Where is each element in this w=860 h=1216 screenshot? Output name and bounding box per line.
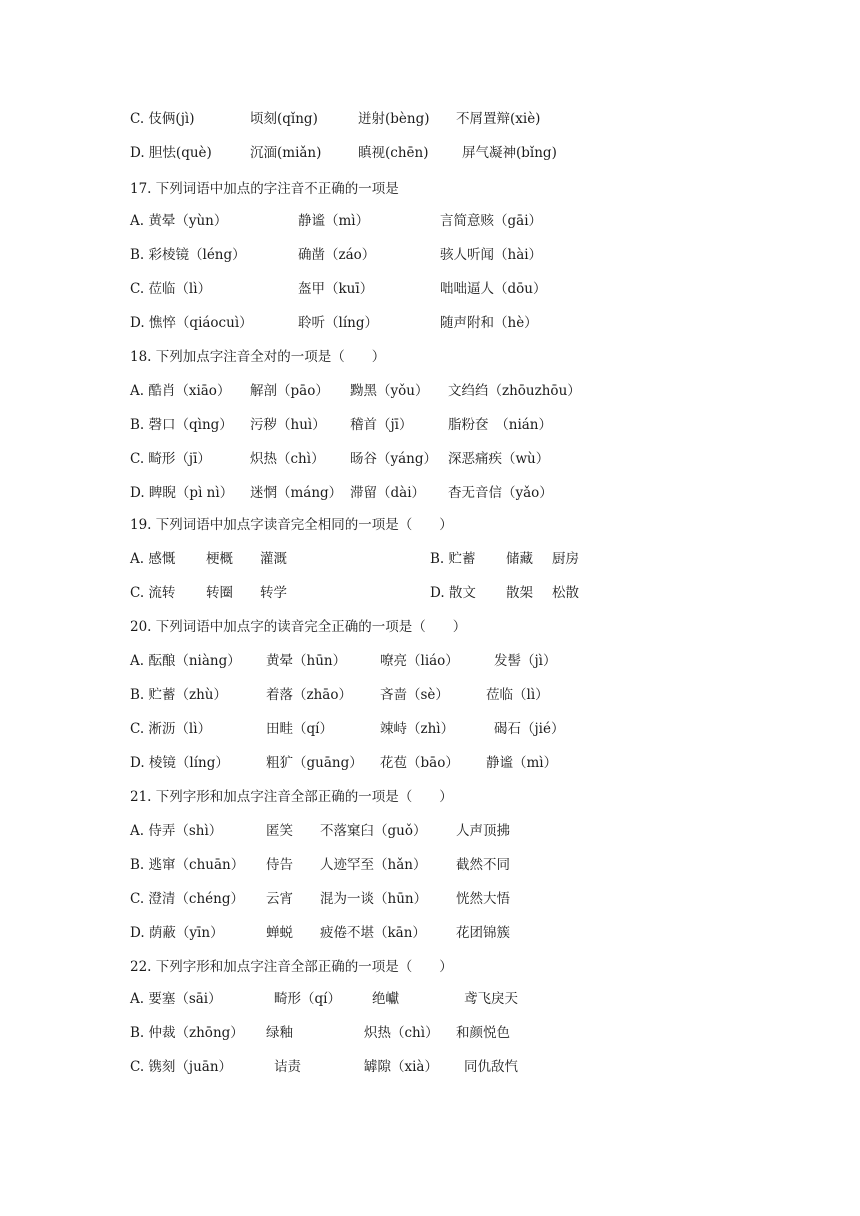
option-term: 厨房 [552, 551, 579, 567]
option-label-term: B. 逃窜（chuān） [130, 857, 245, 873]
option-term: 迸射(bèng) [358, 111, 430, 127]
option-term: 屏气凝神(bǐng) [462, 145, 557, 161]
option-term: 不屑置辩(xiè) [456, 111, 541, 127]
option-term: 言简意赅（gāi） [440, 213, 543, 229]
option-term: 灌溉 [260, 551, 287, 567]
option-term: 静谧（mì） [298, 213, 370, 229]
option-label-term: B. 仲裁（zhōng） [130, 1025, 244, 1041]
option-term: 旸谷（yáng） [350, 451, 438, 467]
option-label-term: D. 荫蔽（yīn） [130, 925, 224, 941]
option-term: 转圈 [206, 585, 233, 601]
option-term: 解剖（pāo） [250, 383, 329, 399]
option-term: 污秽（huì） [250, 417, 326, 433]
option-term: 碣石（jié） [494, 721, 565, 737]
option-term: 竦峙（zhì） [380, 721, 455, 737]
option-label-term: B. 彩棱镜（léng） [130, 247, 246, 263]
option-term: 人迹罕至（hǎn） [320, 857, 427, 873]
option-term: 着落（zhāo） [266, 687, 352, 703]
option-term: 杳无音信（yǎo） [448, 485, 553, 501]
option-term: 松散 [552, 585, 579, 601]
question-stem: 22. 下列字形和加点字注音全部正确的一项是（ ） [130, 959, 453, 975]
option-term: 文绉绉（zhōuzhōu） [448, 383, 581, 399]
option-term: 莅临（lì） [486, 687, 549, 703]
question-stem: 18. 下列加点字注音全对的一项是（ ） [130, 349, 386, 365]
option-label-term: A. 要塞（sāi） [130, 991, 222, 1007]
option-term: 确凿（záo） [298, 247, 376, 263]
option-term: 散架 [506, 585, 533, 601]
option-term: 绝巘 [372, 991, 399, 1007]
option-term: 转学 [260, 585, 287, 601]
option-term: 脂粉奁 （nián） [448, 417, 553, 433]
option-term: 混为一谈（hūn） [320, 891, 428, 907]
option-term: 炽热（chì） [364, 1025, 439, 1041]
option-label-term: D. 胆怯(què) [130, 145, 212, 161]
option-label-term: A. 酝酿（niàng） [130, 653, 241, 669]
option-term: 咄咄逼人（dōu） [440, 281, 547, 297]
option-term: 花团锦簇 [456, 925, 510, 941]
option-label-term: B. 贮蓄（zhù） [130, 687, 228, 703]
option-label-term: A. 黄晕（yùn） [130, 213, 228, 229]
question-stem: 17. 下列词语中加点的字注音不正确的一项是 [130, 181, 399, 197]
option-term: 侍告 [266, 857, 293, 873]
option-label-term: D. 棱镜（líng） [130, 755, 229, 771]
option-term: 炽热（chì） [250, 451, 325, 467]
option-term: 罅隙（xià） [364, 1059, 438, 1075]
option-term: 黝黑（yǒu） [350, 383, 429, 399]
option-term: 储藏 [506, 551, 533, 567]
option-term: 瞋视(chēn) [358, 145, 429, 161]
option-term: 梗概 [206, 551, 233, 567]
option-term: 黄晕（hūn） [266, 653, 347, 669]
option-label-term: A. 感慨 [130, 551, 176, 567]
option-term: 迷惘（máng） [250, 485, 343, 501]
option-term: 随声附和（hè） [440, 315, 538, 331]
option-label-term: A. 酷肖（xiāo） [130, 383, 231, 399]
option-label-term: C. 澄清（chéng） [130, 891, 245, 907]
option-term: 滞留（dài） [350, 485, 426, 501]
option-term: 粗犷（guāng） [266, 755, 363, 771]
option-term: 嘹亮（liáo） [380, 653, 459, 669]
option-term: 云宵 [266, 891, 293, 907]
option-term: 田畦（qí） [266, 721, 333, 737]
option-label-term: C. 淅沥（lì） [130, 721, 212, 737]
option-label-term: B. 磬口（qìng） [130, 417, 233, 433]
option-label-term: A. 侍弄（shì） [130, 823, 223, 839]
option-term: 和颜悦色 [456, 1025, 510, 1041]
question-stem: 19. 下列词语中加点字读音完全相同的一项是（ ） [130, 517, 453, 533]
option-label-term: C. 镌刻（juān） [130, 1059, 233, 1075]
question-stem: 20. 下列词语中加点字的读音完全正确的一项是（ ） [130, 619, 467, 635]
question-stem: 21. 下列字形和加点字注音全部正确的一项是（ ） [130, 789, 453, 805]
option-term: 顷刻(qǐng) [250, 111, 318, 127]
option-term: 沉湎(miǎn) [250, 145, 322, 161]
option-term: 匿笑 [266, 823, 293, 839]
option-label-term: C. 莅临（lì） [130, 281, 212, 297]
option-term: 恍然大悟 [456, 891, 510, 907]
option-term: 绿釉 [266, 1025, 293, 1041]
option-term: 深恶痛疾（wù） [448, 451, 550, 467]
option-term: 骇人听闻（hài） [440, 247, 543, 263]
option-label-term: C. 伎俩(jì) [130, 111, 195, 127]
option-term: D. 散文 [430, 585, 476, 601]
option-term: 蝉蜕 [266, 925, 293, 941]
option-label-term: C. 流转 [130, 585, 176, 601]
option-term: 盔甲（kuī） [298, 281, 374, 297]
option-term: 不落窠臼（guǒ） [320, 823, 427, 839]
option-term: 稽首（jī） [350, 417, 413, 433]
option-term: 疲倦不堪（kān） [320, 925, 426, 941]
option-label-term: D. 睥睨（pì nì） [130, 485, 234, 501]
option-label-term: D. 憔悴（qiáocuì） [130, 315, 253, 331]
option-term: 诘责 [274, 1059, 301, 1075]
option-label-term: C. 畸形（jī） [130, 451, 211, 467]
option-term: 花苞（bāo） [380, 755, 459, 771]
option-term: 静谧（mì） [486, 755, 558, 771]
option-term: 鸢飞戾天 [464, 991, 518, 1007]
option-term: 吝啬（sè） [380, 687, 449, 703]
option-term: 截然不同 [456, 857, 510, 873]
option-term: 同仇敌忾 [464, 1059, 518, 1075]
option-term: 畸形（qí） [274, 991, 341, 1007]
option-term: 发髻（jì） [494, 653, 557, 669]
option-term: 人声顶拂 [456, 823, 510, 839]
option-term: 聆听（líng） [298, 315, 378, 331]
option-term: B. 贮蓄 [430, 551, 476, 567]
